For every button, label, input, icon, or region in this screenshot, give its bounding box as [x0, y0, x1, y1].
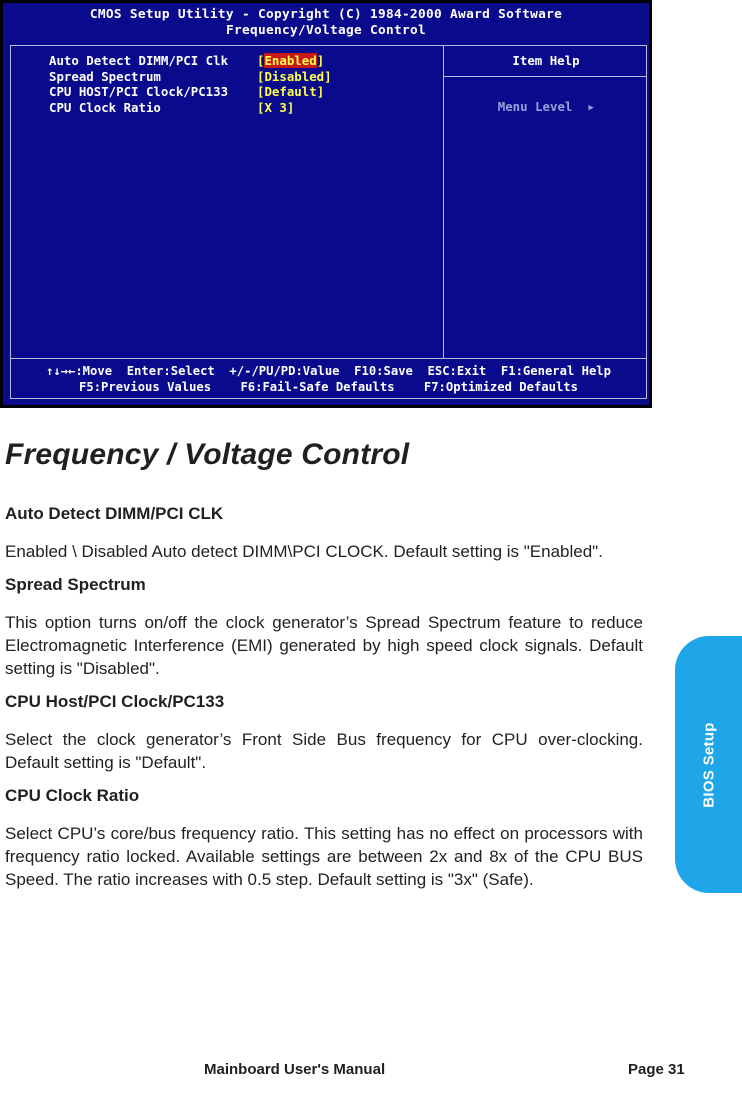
bios-item-auto-detect[interactable]: [49, 53, 332, 69]
bios-title: CMOS Setup Utility - Copyright (C) 1984-2000 Award Software: [89, 7, 563, 22]
bios-footer-frame: [10, 359, 647, 399]
section-body: Select the clock generator’s Front Side Bus frequency for CPU over-clocking. Default setting is "Default".: [5, 730, 643, 772]
footer-page-number: Page 31: [628, 1061, 685, 1078]
bios-value-text: Disabled: [264, 68, 325, 84]
bios-item-label: Auto Detect DIMM/PCI Clk: [49, 53, 229, 68]
bios-menu-level: [453, 84, 594, 129]
side-tab: [675, 636, 742, 893]
side-tab-label: BIOS Setup: [700, 721, 717, 808]
triangle-right-icon: ▶: [588, 103, 594, 113]
bios-item-value[interactable]: [Disabled]: [257, 68, 332, 84]
bios-item-label: Spread Spectrum: [49, 68, 161, 84]
bios-selected-value[interactable]: Enabled: [264, 53, 317, 68]
bios-menu-level-label: Menu Level: [497, 99, 573, 114]
bios-footer-keys: ↑↓→←:Move Enter:Select +/-/PU/PD:Value F10:Save ESC:Exit F1:General Help: [46, 364, 611, 378]
section-cpu-host-clock: [5, 690, 643, 774]
bios-divider: [443, 46, 444, 358]
bios-item-value[interactable]: [X 3]: [257, 99, 295, 115]
section-body: Select CPU’s core/bus frequency ratio. This setting has no effect on processors with frequency ratio locked. Available settings are between 2x and 8x of the CPU BUS Speed. The ratio increases with 0.5 step. Default setting is "3x" (Safe).: [5, 824, 643, 889]
section-cpu-clock-ratio: [5, 784, 643, 891]
bios-item-spread-spectrum[interactable]: [49, 69, 332, 85]
section-body: This option turns on/off the clock generator’s Spread Spectrum feature to reduce Electromagnetic Interference (EMI) generated by high speed clock signals. Default setting is "Disabled".: [5, 613, 643, 678]
section-spread-spectrum: [5, 573, 643, 680]
bios-item-value[interactable]: [Default]: [257, 84, 325, 100]
bios-item-cpu-host-clock[interactable]: [49, 84, 332, 100]
bios-value-text: Default: [264, 84, 317, 100]
bios-item-label: CPU Clock Ratio: [49, 99, 161, 115]
bios-value-text: X 3: [264, 99, 287, 115]
bios-item-cpu-clock-ratio[interactable]: [49, 100, 332, 116]
bios-subtitle: Frequency/Voltage Control: [225, 23, 427, 38]
bios-help-separator: [444, 76, 646, 77]
bios-item-label: CPU HOST/PCI Clock/PC133: [49, 84, 229, 100]
bios-screen: [3, 3, 649, 405]
bios-footer-defaults: F5:Previous Values F6:Fail-Safe Defaults F7:Optimized Defaults: [79, 380, 578, 394]
bios-item-value[interactable]: [Enabled]: [257, 53, 325, 68]
footer-manual-title: Mainboard User's Manual: [204, 1061, 386, 1078]
section-body: Enabled \ Disabled Auto detect DIMM\PCI CLOCK. Default setting is "Enabled".: [5, 542, 603, 561]
section-auto-detect: [5, 502, 643, 563]
bios-screenshot: [0, 0, 652, 408]
section-title: CPU Host/PCI Clock/PC133: [5, 692, 225, 711]
section-title: CPU Clock Ratio: [5, 786, 140, 805]
bios-item-help-title: Item Help: [512, 53, 580, 68]
section-title: Spread Spectrum: [5, 575, 146, 594]
page-heading: Frequency / Voltage Control: [5, 438, 410, 471]
bios-item-list: [49, 53, 332, 115]
section-title: Auto Detect DIMM/PCI CLK: [5, 504, 224, 523]
content: [5, 502, 643, 901]
